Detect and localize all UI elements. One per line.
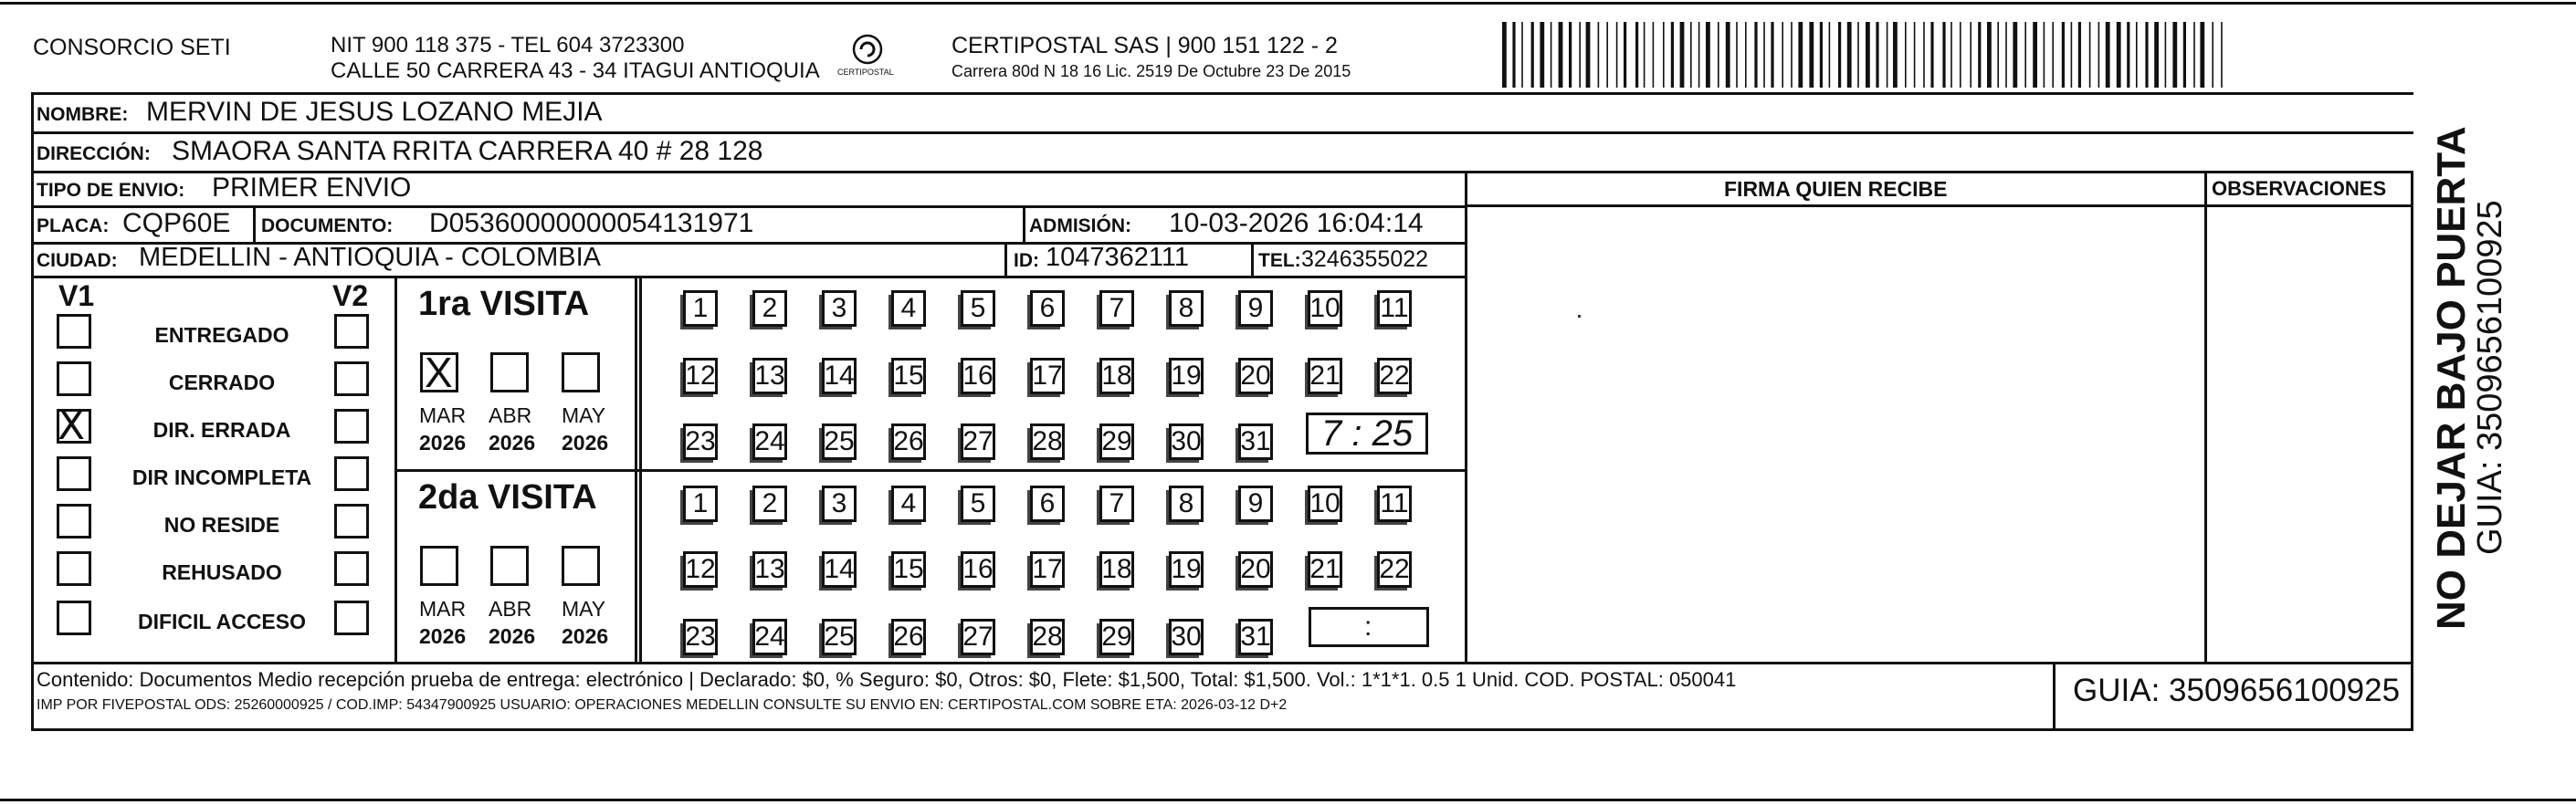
footer-guia: GUIA: 3509656100925: [2073, 673, 2401, 708]
nombre-value: MERVIN DE JESUS LOZANO MEJIA: [146, 97, 603, 127]
license-line: Carrera 80d N 18 16 Lic. 2519 De Octubre 23 De 2015: [952, 62, 1351, 80]
second-visit-day-2[interactable]: 2: [752, 486, 787, 522]
v2-checkbox-dir-incompleta[interactable]: [334, 456, 369, 491]
first-visit-day-25[interactable]: 25: [822, 423, 857, 460]
second-visit-day-25[interactable]: 25: [822, 619, 857, 655]
first-visit-day-14[interactable]: 14: [822, 358, 857, 394]
first-visit-day-30[interactable]: 30: [1169, 423, 1204, 460]
footer-imp: IMP POR FIVEPOSTAL ODS: 25260000925 / COD.IMP: 54347900925 USUARIO: OPERACIONES MEDELLIN CONSULTE SU ENVIO EN: CERTIPOSTAL.COM SOBRE ETA: 2026-03-12 D+2: [37, 697, 1288, 713]
second-visit-day-9[interactable]: 9: [1238, 486, 1273, 522]
barcode-bars: [1502, 22, 2233, 88]
v1-checkbox-no-reside[interactable]: [57, 504, 91, 538]
address-line: CALLE 50 CARRERA 43 - 34 ITAGUI ANTIOQUIA: [331, 58, 820, 83]
second-visit-day-24[interactable]: 24: [752, 619, 787, 655]
v2-checkbox-rehusado[interactable]: [334, 551, 369, 586]
reason-dificil-acceso: DIFICIL ACCESO: [137, 610, 306, 633]
first-visit-day-20[interactable]: 20: [1238, 358, 1273, 394]
id-value: 1047362111: [1046, 243, 1189, 272]
first-visit-day-21[interactable]: 21: [1308, 358, 1342, 394]
second-visit-day-6[interactable]: 6: [1030, 486, 1065, 522]
tel-value: 3246355022: [1301, 246, 1429, 272]
v2-checkbox-entregado[interactable]: [334, 314, 369, 349]
documento-value: D05360000000054131971: [429, 208, 754, 238]
frame-left: [31, 92, 34, 731]
first-visit-day-28[interactable]: 28: [1030, 423, 1065, 460]
first-visit-day-18[interactable]: 18: [1099, 358, 1134, 394]
second-visit-day-30[interactable]: 30: [1169, 619, 1204, 655]
second-visit-day-18[interactable]: 18: [1099, 551, 1134, 588]
first-month-abr-box[interactable]: [490, 352, 529, 392]
first-visit-day-13[interactable]: 13: [752, 358, 787, 394]
second-visit-day-1[interactable]: 1: [683, 486, 718, 522]
first-visit-day-11[interactable]: 11: [1377, 290, 1412, 327]
nombre-label: NOMBRE:: [37, 104, 129, 125]
reason-dir-incompleta: DIR INCOMPLETA: [131, 465, 312, 489]
signature-dot: [1578, 315, 1581, 318]
second-visit-day-27[interactable]: 27: [961, 619, 995, 655]
second-visit-day-11[interactable]: 11: [1377, 486, 1412, 522]
frame-top: [31, 92, 2413, 95]
row-line-5: [31, 276, 1465, 278]
v1-checkbox-rehusado[interactable]: [57, 551, 91, 586]
second-year-abr: 2026: [489, 624, 536, 648]
id-label: ID:: [1014, 250, 1039, 271]
first-visit-day-4[interactable]: 4: [891, 290, 926, 327]
first-visit-day-29[interactable]: 29: [1099, 423, 1134, 460]
visit-separator: [394, 469, 1465, 472]
tel-label: TEL:: [1258, 250, 1301, 271]
first-year-abr: 2026: [489, 431, 536, 455]
second-visit-day-20[interactable]: 20: [1238, 551, 1273, 588]
v2-checkbox-no-reside[interactable]: [334, 504, 369, 538]
footer-contenido: Contenido: Documentos Medio recepción prueba de entrega: electrónico | Declarado: $0, % Seguro: $0, Otros: $0, Flete: $1,500, Total: $1,500. Vol.: 1*1*1. 0.5 1 Unid. COD. POSTAL: 050041: [37, 668, 1737, 691]
first-visit-day-8[interactable]: 8: [1169, 290, 1204, 327]
frame-bottom: [31, 728, 2413, 731]
first-year-may: 2026: [562, 431, 609, 455]
cols-header-line: [1465, 204, 2411, 207]
first-visit-day-10[interactable]: 10: [1308, 290, 1342, 327]
company-name: CONSORCIO SETI: [33, 35, 231, 60]
second-visit-day-23[interactable]: 23: [683, 619, 718, 655]
second-visit-day-3[interactable]: 3: [822, 486, 857, 522]
placa-value: CQP60E: [122, 208, 231, 238]
second-month-mar: MAR: [419, 597, 467, 621]
first-year-mar: 2026: [419, 431, 467, 455]
v2-checkbox-dificil-acceso[interactable]: [334, 601, 369, 635]
second-visit-day-10[interactable]: 10: [1308, 486, 1342, 522]
first-visit-day-24[interactable]: 24: [752, 423, 787, 460]
direccion-value: SMAORA SANTA RRITA CARRERA 40 # 28 128: [172, 136, 763, 166]
v1-checkbox-dir-errada[interactable]: [57, 402, 91, 449]
certipostal-line: CERTIPOSTAL SAS | 900 151 122 - 2: [952, 33, 1338, 58]
second-visit-day-21[interactable]: 21: [1308, 551, 1342, 588]
second-month-may-box[interactable]: [562, 546, 600, 586]
second-visit-day-17[interactable]: 17: [1030, 551, 1065, 588]
second-year-may: 2026: [562, 624, 609, 648]
first-visit-day-22[interactable]: 22: [1377, 358, 1412, 394]
first-visit-title: 1ra VISITA: [418, 285, 590, 323]
first-visit-day-15[interactable]: 15: [891, 358, 926, 394]
row-line-1: [31, 131, 2413, 134]
observaciones-column-left: [2204, 171, 2207, 662]
divider-tel: [1251, 242, 1254, 276]
bottom-border-line: [0, 799, 2576, 801]
first-visit-day-1[interactable]: 1: [683, 290, 718, 327]
days-divider: [639, 276, 642, 662]
second-visit-day-4[interactable]: 4: [891, 486, 926, 522]
first-month-abr: ABR: [489, 403, 532, 427]
v1-checkbox-dificil-acceso[interactable]: [57, 601, 91, 635]
first-month-may: MAY: [562, 403, 606, 427]
certipostal-logo: [836, 33, 899, 84]
admision-value: 10-03-2026 16:04:14: [1169, 208, 1424, 238]
firma-column-left: [1465, 171, 1467, 662]
divider-placa: [253, 205, 256, 242]
top-border-line: [0, 2, 2576, 5]
side-warning: NO DEJAR BAJO PUERTA: [2429, 126, 2474, 630]
second-visit-day-31[interactable]: 31: [1238, 619, 1273, 655]
first-visit-day-16[interactable]: 16: [961, 358, 995, 394]
barcode: [1502, 22, 2233, 88]
side-guia: GUIA: 3509656100925: [2471, 200, 2509, 555]
first-visit-day-17[interactable]: 17: [1030, 358, 1065, 394]
first-visit-day-31[interactable]: 31: [1238, 423, 1273, 460]
v1-label: V1: [58, 279, 95, 312]
second-visit-day-19[interactable]: 19: [1169, 551, 1204, 588]
logo-text: CERTIPOSTAL: [837, 68, 894, 77]
ciudad-label: CIUDAD:: [37, 250, 118, 271]
second-visit-day-28[interactable]: 28: [1030, 619, 1065, 655]
divider-id: [1004, 242, 1007, 276]
reason-rehusado: REHUSADO: [162, 560, 282, 584]
second-visit-day-22[interactable]: 22: [1377, 551, 1412, 588]
first-visit-day-27[interactable]: 27: [961, 423, 995, 460]
placa-label: PLACA:: [37, 215, 110, 236]
second-month-may: MAY: [562, 597, 606, 621]
documento-label: DOCUMENTO:: [261, 215, 394, 236]
first-month-may-box[interactable]: [562, 352, 600, 392]
observaciones-header: OBSERVACIONES: [2212, 177, 2387, 200]
second-visit-title: 2da VISITA: [418, 478, 597, 517]
second-visit-time: :: [1364, 612, 1372, 642]
first-visit-day-19[interactable]: 19: [1169, 358, 1204, 394]
v1-dir-errada-mark: X: [58, 402, 86, 449]
direccion-label: DIRECCIÓN:: [37, 143, 151, 164]
ciudad-value: MEDELLIN - ANTIOQUIA - COLOMBIA: [139, 243, 601, 272]
v2-checkbox-cerrado[interactable]: [334, 361, 369, 396]
nit-line: NIT 900 118 375 - TEL 604 3723300: [331, 33, 685, 58]
first-visit-day-9[interactable]: 9: [1238, 290, 1273, 327]
first-visit-day-12[interactable]: 12: [683, 358, 718, 394]
first-visit-day-7[interactable]: 7: [1099, 290, 1134, 327]
footer-top-line: [31, 662, 2413, 664]
first-visit-time: 7 : 25: [1321, 413, 1414, 454]
second-visit-day-26[interactable]: 26: [891, 619, 926, 655]
second-visit-day-16[interactable]: 16: [961, 551, 995, 588]
reason-cerrado: CERRADO: [168, 371, 276, 394]
second-visit-day-5[interactable]: 5: [961, 486, 995, 522]
first-month-mar: MAR: [419, 403, 467, 427]
second-visit-day-15[interactable]: 15: [891, 551, 926, 588]
footer-guia-divider: [2053, 662, 2056, 728]
second-month-abr: ABR: [489, 597, 532, 621]
tipo-envio-value: PRIMER ENVIO: [212, 172, 412, 203]
second-visit-time-box[interactable]: [1309, 607, 1429, 647]
first-visit-time-box[interactable]: [1306, 413, 1428, 455]
second-month-mar-box[interactable]: [420, 546, 458, 586]
v1-checkbox-dir-incompleta[interactable]: [57, 456, 91, 491]
v1-checkbox-entregado[interactable]: [57, 314, 91, 349]
first-visit-day-23[interactable]: 23: [683, 423, 718, 460]
tipo-envio-label: TIPO DE ENVIO:: [37, 180, 185, 201]
second-month-abr-box[interactable]: [490, 546, 529, 586]
first-visit-day-6[interactable]: 6: [1030, 290, 1065, 327]
second-visit-day-7[interactable]: 7: [1099, 486, 1134, 522]
second-visit-day-8[interactable]: 8: [1169, 486, 1204, 522]
frame-right: [2411, 173, 2413, 731]
reason-entregado: ENTREGADO: [154, 323, 289, 347]
firma-header: FIRMA QUIEN RECIBE: [1724, 177, 1948, 201]
first-month-mark: X: [425, 349, 453, 396]
second-year-mar: 2026: [419, 624, 467, 648]
first-month-mar-box[interactable]: [420, 349, 458, 396]
second-visit-day-14[interactable]: 14: [822, 551, 857, 588]
second-visit-day-13[interactable]: 13: [752, 551, 787, 588]
first-visit-day-3[interactable]: 3: [822, 290, 857, 327]
divider-admision: [1023, 205, 1025, 242]
first-visit-day-2[interactable]: 2: [752, 290, 787, 327]
first-visit-day-26[interactable]: 26: [891, 423, 926, 460]
second-visit-day-12[interactable]: 12: [683, 551, 718, 588]
v2-checkbox-dir-errada[interactable]: [334, 409, 369, 444]
v2-label: V2: [332, 279, 369, 312]
admision-label: ADMISIÓN:: [1029, 215, 1131, 236]
second-visit-day-29[interactable]: 29: [1099, 619, 1134, 655]
v1-checkbox-cerrado[interactable]: [57, 361, 91, 396]
reason-no-reside: NO RESIDE: [163, 513, 280, 537]
reason-dir-errada: DIR. ERRADA: [152, 418, 291, 442]
first-visit-day-5[interactable]: 5: [961, 290, 995, 327]
